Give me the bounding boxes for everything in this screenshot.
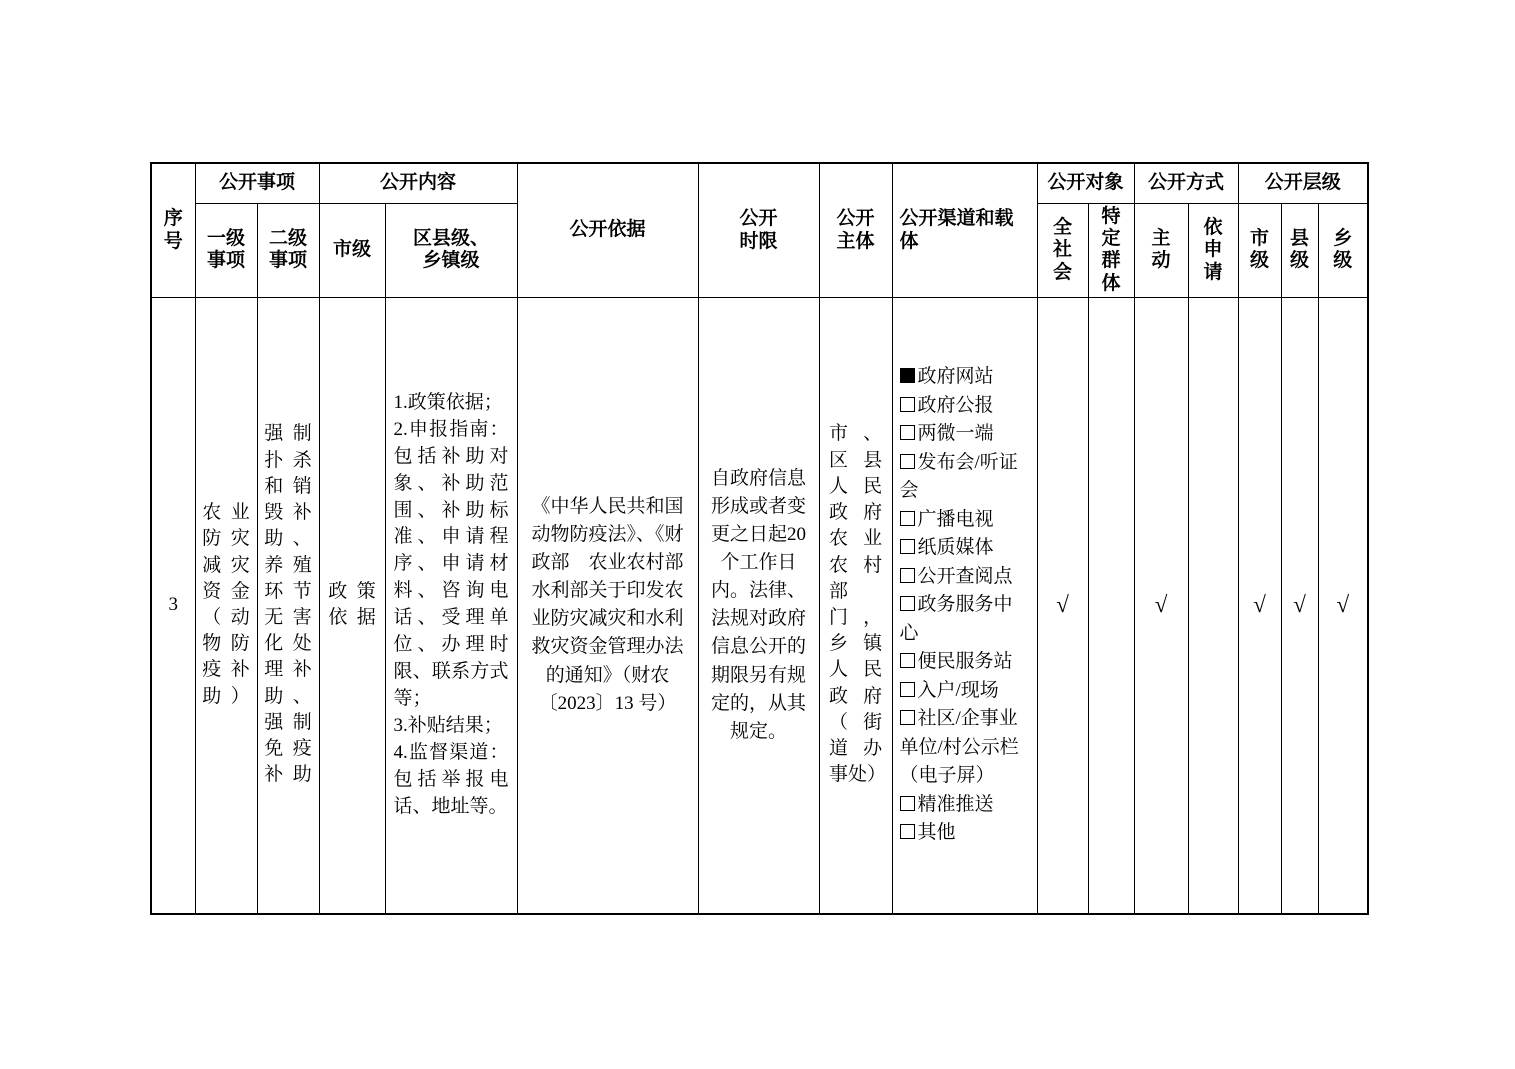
- cell-mark-upon-request: [1188, 298, 1238, 914]
- channel-item: [900, 705, 1030, 791]
- header-proactive-label: 主动: [1151, 227, 1171, 272]
- channel-label: 发布会/听证会: [899, 451, 1018, 502]
- checkbox-unchecked-icon: [900, 682, 915, 697]
- header-county-label: 县级: [1290, 227, 1310, 272]
- header-county-township-level: [385, 203, 517, 298]
- header-level2-matter: [257, 203, 319, 298]
- header-township: [1318, 203, 1368, 298]
- table-row: [151, 298, 1368, 914]
- header-level1-matter: [195, 203, 257, 298]
- cell-county-content: [385, 298, 517, 914]
- channel-item: [900, 819, 1030, 848]
- channel-item: [900, 534, 1030, 563]
- checkbox-unchecked-icon: [900, 454, 915, 469]
- header-public-matters: 公开事项: [195, 163, 319, 203]
- cell-mark-proactive: √: [1134, 298, 1188, 914]
- header-public-basis: 公开依据: [517, 163, 698, 298]
- disclosure-document-page: [150, 162, 1369, 915]
- channel-label: 纸质媒体: [917, 537, 994, 559]
- header-public-content: 公开内容: [319, 163, 517, 203]
- header-row-number-label: 序号: [163, 208, 183, 252]
- county-content-item: 2.申报指南：包括补助对象、补助范围、补助标准、申请程序、申请材料、咨询电话、受理单位、办理时限、联系方式等；: [393, 418, 509, 710]
- cell-level1-matter: [195, 298, 257, 914]
- header-public-target: 公开对象: [1037, 163, 1134, 203]
- header-public-channels-label: 公开渠道和载体: [899, 208, 1014, 252]
- header-public-channels: [892, 163, 1037, 298]
- checkbox-unchecked-icon: [900, 824, 915, 839]
- cell-mark-county: √: [1281, 298, 1318, 914]
- cell-mark-specific-groups: [1088, 298, 1134, 914]
- checkbox-unchecked-icon: [900, 568, 915, 583]
- channel-label: 政府网站: [917, 366, 994, 388]
- channel-item: [900, 791, 1030, 820]
- cell-mark-all-society: √: [1037, 298, 1088, 914]
- cell-city-content: [319, 298, 385, 914]
- channel-label: 精准推送: [917, 793, 994, 815]
- cell-city-content-text: 政策依据: [328, 580, 376, 628]
- checkbox-unchecked-icon: [900, 511, 915, 526]
- cell-mark-city: √: [1238, 298, 1281, 914]
- header-city-label: 市级: [1250, 227, 1270, 272]
- header-specific-groups-label: 特定群体: [1101, 205, 1121, 294]
- county-content-item: 3.补贴结果；: [393, 715, 503, 737]
- header-level2-matter-label: 二级事项: [268, 227, 307, 272]
- header-upon-request: [1188, 203, 1238, 298]
- header-proactive: [1134, 203, 1188, 298]
- cell-channels: [892, 298, 1037, 914]
- cell-seq: 3: [151, 298, 195, 914]
- header-row-number: [151, 163, 195, 298]
- header-public-time-limit-label: 公开时限: [739, 208, 778, 252]
- checkbox-unchecked-icon: [900, 596, 915, 611]
- header-county: [1281, 203, 1318, 298]
- cell-subject: [819, 298, 892, 914]
- channels-list: [900, 363, 1030, 848]
- checkbox-unchecked-icon: [900, 425, 915, 440]
- channel-item: [900, 363, 1030, 392]
- county-content-item: 4.监督渠道：包括举报电话、地址等。: [393, 742, 509, 818]
- checkbox-unchecked-icon: [900, 710, 915, 725]
- channel-item: [900, 648, 1030, 677]
- header-upon-request-label: 依申请: [1203, 216, 1223, 283]
- channel-label: 便民服务站: [917, 651, 1013, 673]
- header-group-row: [151, 163, 1368, 203]
- county-content-item: 1.政策依据；: [393, 391, 503, 413]
- checkbox-checked-icon: [900, 368, 915, 383]
- cell-mark-township: √: [1318, 298, 1368, 914]
- cell-level2-matter-text: 强制扑杀和销毁补助、养殖环节无害化处理补助、强制免疫补助: [264, 423, 312, 786]
- header-specific-groups: [1088, 203, 1134, 298]
- channel-item: [900, 449, 1030, 506]
- header-public-subject-label: 公开主体: [836, 208, 875, 252]
- channel-item: [900, 392, 1030, 421]
- header-public-time-limit: [698, 163, 819, 298]
- header-township-label: 乡级: [1333, 227, 1353, 272]
- checkbox-unchecked-icon: [900, 539, 915, 554]
- header-all-society: [1037, 203, 1088, 298]
- header-city: [1238, 203, 1281, 298]
- channel-label: 政务服务中心: [899, 594, 1013, 644]
- channel-item: [900, 506, 1030, 535]
- header-public-levels: 公开层级: [1238, 163, 1368, 203]
- cell-basis: 《中华人民共和国动物防疫法》、《财政部 农业农村部水利部关于印发农业防灾减灾和水利救灾资金管理办法的通知》（财农〔2023〕13 号）: [517, 298, 698, 914]
- channel-label: 公开查阅点: [917, 565, 1013, 587]
- cell-subject-text: 市、区县人民政府农业农村部门，乡镇人民政府（街道办事处）: [828, 423, 886, 786]
- cell-level1-matter-text: 农业防灾减灾资金（动物防疫补助）: [202, 502, 250, 707]
- header-public-method: 公开方式: [1134, 163, 1238, 203]
- cell-time-limit: 自政府信息形成或者变更之日起20个工作日内。法律、法规对政府信息公开的期限另有规定的，从其规定。: [698, 298, 819, 914]
- header-city-level: 市级: [319, 203, 385, 298]
- channel-item: [900, 591, 1030, 648]
- channel-label: 入户/现场: [917, 679, 999, 701]
- header-county-township-level-label: 区县级、乡镇级: [413, 227, 490, 272]
- channel-item: [900, 677, 1030, 706]
- channel-item: [900, 420, 1030, 449]
- disclosure-table: [150, 162, 1369, 915]
- channel-label: 广播电视: [917, 508, 994, 530]
- checkbox-unchecked-icon: [900, 653, 915, 668]
- channel-label: 两微一端: [917, 423, 994, 445]
- checkbox-unchecked-icon: [900, 397, 915, 412]
- channel-label: 政府公报: [917, 394, 994, 416]
- header-public-subject: [819, 163, 892, 298]
- checkbox-unchecked-icon: [900, 796, 915, 811]
- channel-label: 其他: [917, 822, 956, 844]
- cell-level2-matter: [257, 298, 319, 914]
- channel-item: [900, 563, 1030, 592]
- header-level1-matter-label: 一级事项: [206, 227, 245, 272]
- header-all-society-label: 全社会: [1053, 216, 1073, 283]
- channel-label: 社区/企事业单位/村公示栏（电子屏）: [899, 708, 1019, 787]
